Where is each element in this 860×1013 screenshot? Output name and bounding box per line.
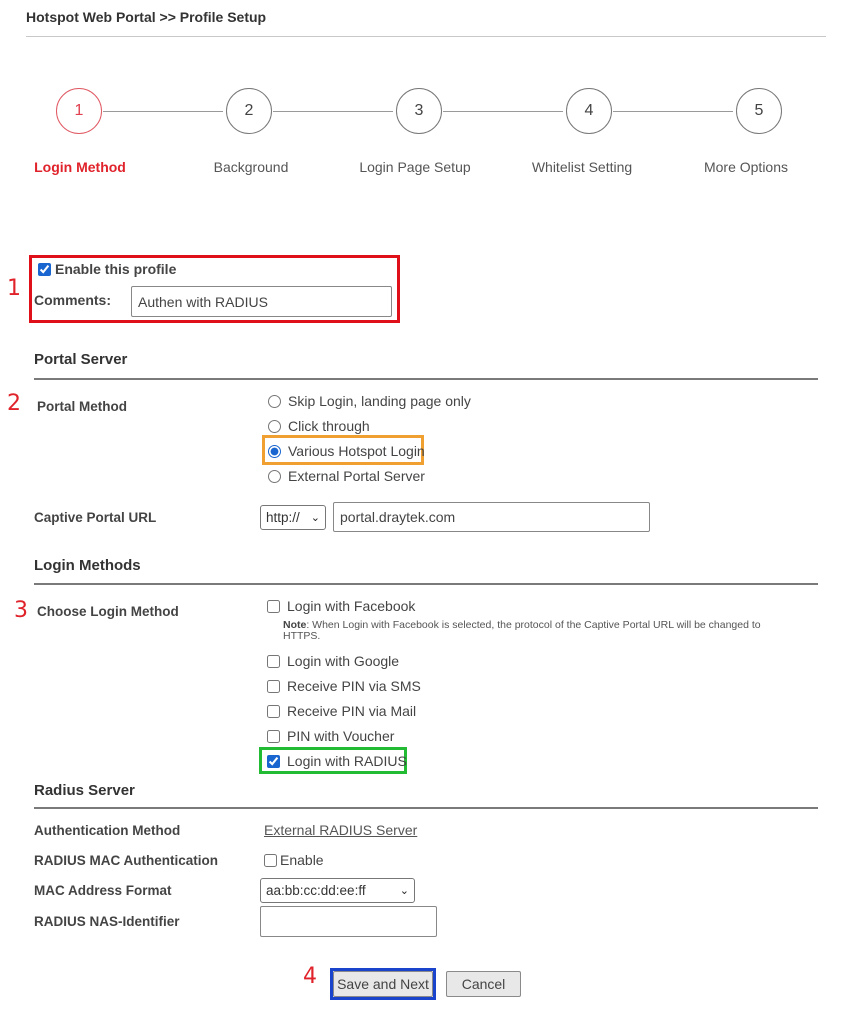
- portal-option-skip-login[interactable]: [268, 393, 471, 409]
- external-portal-label: External Portal Server: [288, 468, 425, 484]
- pin-sms-option[interactable]: [267, 678, 421, 694]
- radius-mac-auth-enable-label: Enable: [280, 852, 324, 868]
- step-1-circle[interactable]: 1: [56, 88, 102, 134]
- radius-server-title: Radius Server: [34, 782, 135, 799]
- step-2-circle[interactable]: 2: [226, 88, 272, 134]
- radius-mac-auth-checkbox[interactable]: [264, 854, 277, 867]
- comments-label: Comments:: [34, 292, 112, 308]
- enable-profile-row: [38, 261, 176, 277]
- enable-profile-label: Enable this profile: [55, 261, 177, 277]
- pin-sms-checkbox[interactable]: [267, 680, 280, 693]
- chevron-down-icon: ⌄: [399, 885, 409, 897]
- click-through-label: Click through: [288, 418, 370, 434]
- login-radius-checkbox[interactable]: [267, 755, 280, 768]
- header-divider: [26, 36, 826, 37]
- choose-login-method-label: Choose Login Method: [37, 604, 179, 619]
- section-divider: [34, 583, 818, 585]
- step-connector: [443, 111, 563, 112]
- pin-mail-option[interactable]: [267, 703, 416, 719]
- pin-sms-label: Receive PIN via SMS: [287, 678, 421, 694]
- pin-mail-checkbox[interactable]: [267, 705, 280, 718]
- radius-mac-auth-label: RADIUS MAC Authentication: [34, 853, 218, 868]
- portal-option-click-through[interactable]: [268, 418, 370, 434]
- skip-login-radio[interactable]: [268, 395, 281, 408]
- click-through-radio[interactable]: [268, 420, 281, 433]
- step-4-label: Whitelist Setting: [531, 159, 633, 175]
- portal-server-title: Portal Server: [34, 351, 128, 368]
- step-3-circle[interactable]: 3: [396, 88, 442, 134]
- skip-login-label: Skip Login, landing page only: [288, 393, 471, 409]
- mac-address-format-label: MAC Address Format: [34, 883, 172, 898]
- note-prefix: Note: [283, 619, 307, 631]
- portal-option-external[interactable]: [268, 468, 425, 484]
- step-connector: [273, 111, 393, 112]
- save-and-next-button[interactable]: Save and Next: [333, 971, 433, 997]
- annotation-number: 1: [7, 276, 21, 301]
- annotation-number: 2: [7, 391, 21, 416]
- external-radius-server-link[interactable]: External RADIUS Server: [264, 822, 418, 838]
- step-connector: [103, 111, 223, 112]
- annotation-number: 4: [303, 964, 317, 989]
- mac-address-format-select[interactable]: [260, 878, 415, 903]
- step-5-circle[interactable]: 5: [736, 88, 782, 134]
- section-divider: [34, 807, 818, 809]
- login-facebook-label: Login with Facebook: [287, 598, 416, 614]
- facebook-note: [283, 620, 783, 642]
- login-google-checkbox[interactable]: [267, 655, 280, 668]
- login-methods-title: Login Methods: [34, 557, 141, 574]
- step-4-circle[interactable]: 4: [566, 88, 612, 134]
- login-google-option[interactable]: [267, 653, 399, 669]
- pin-voucher-label: PIN with Voucher: [287, 728, 395, 744]
- mac-format-value: aa:bb:cc:dd:ee:ff: [266, 883, 366, 898]
- various-hotspot-label: Various Hotspot Login: [288, 443, 425, 459]
- chevron-down-icon: ⌄: [310, 512, 320, 524]
- various-hotspot-radio[interactable]: [268, 445, 281, 458]
- pin-mail-label: Receive PIN via Mail: [287, 703, 417, 719]
- portal-option-various-hotspot[interactable]: [268, 443, 425, 459]
- auth-method-label: Authentication Method: [34, 823, 181, 838]
- step-3-label: Login Page Setup: [359, 159, 471, 175]
- step-2-label: Background: [213, 159, 289, 175]
- step-connector: [613, 111, 733, 112]
- pin-voucher-option[interactable]: [267, 728, 394, 744]
- nas-identifier-input[interactable]: [260, 906, 437, 937]
- login-google-label: Login with Google: [287, 653, 400, 669]
- protocol-value: http://: [266, 510, 300, 525]
- portal-method-label: Portal Method: [37, 399, 127, 414]
- nas-identifier-label: RADIUS NAS-Identifier: [34, 914, 180, 929]
- section-divider: [34, 378, 818, 380]
- radius-mac-auth-option[interactable]: [264, 852, 324, 868]
- cancel-button[interactable]: Cancel: [446, 971, 521, 997]
- protocol-select[interactable]: [260, 505, 326, 530]
- step-1-label: Login Method: [34, 159, 126, 175]
- step-5-label: More Options: [703, 159, 789, 175]
- annotation-number: 3: [14, 598, 28, 623]
- page-title: Hotspot Web Portal >> Profile Setup: [26, 9, 267, 25]
- enable-profile-checkbox[interactable]: [38, 263, 51, 276]
- captive-portal-url-input[interactable]: [333, 502, 650, 532]
- note-text: : When Login with Facebook is selected, the protocol of the Captive Portal URL will be changed to HTTPS.: [283, 619, 761, 642]
- login-facebook-checkbox[interactable]: [267, 600, 280, 613]
- login-radius-label: Login with RADIUS: [287, 753, 407, 769]
- login-radius-option[interactable]: [267, 753, 407, 769]
- login-facebook-option[interactable]: [267, 598, 415, 614]
- external-portal-radio[interactable]: [268, 470, 281, 483]
- comments-input[interactable]: [131, 286, 392, 317]
- pin-voucher-checkbox[interactable]: [267, 730, 280, 743]
- captive-portal-url-label: Captive Portal URL: [34, 510, 157, 525]
